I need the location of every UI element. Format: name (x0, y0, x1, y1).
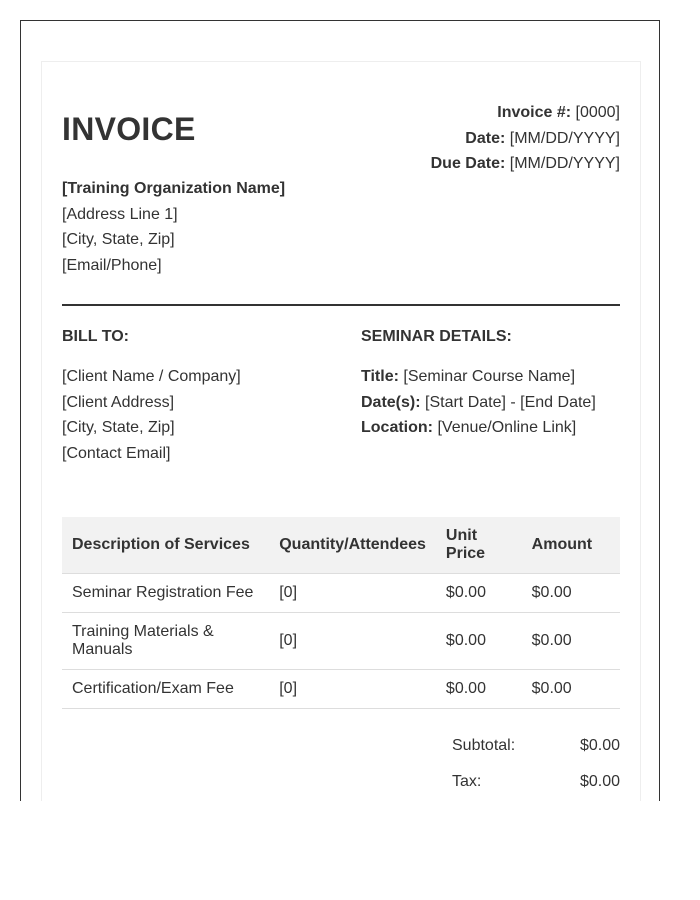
bill-to-label: BILL TO: (62, 328, 129, 345)
seminar-dates-value: [Start Date] - [End Date] (425, 393, 596, 411)
invoice-date-value: [MM/DD/YYYY] (509, 129, 620, 147)
column-header-unit-price: Unit Price (436, 517, 522, 574)
column-header-description: Description of Services (62, 517, 269, 574)
subtotal-value: $0.00 (579, 737, 620, 754)
row-amount: $0.00 (522, 613, 620, 670)
invoice-date-label: Date: (465, 129, 506, 147)
seminar-details-lines (361, 364, 621, 441)
table-row (62, 613, 620, 670)
table-header-row (62, 517, 620, 574)
page-frame (20, 20, 660, 801)
seminar-location-line (361, 415, 621, 441)
organization-address: [Address Line 1] (62, 205, 178, 223)
invoice-meta (431, 100, 620, 177)
organization-name: [Training Organization Name] (62, 180, 286, 197)
row-amount: $0.00 (522, 574, 620, 613)
invoice-sheet (41, 61, 641, 801)
invoice-number-label: Invoice #: (497, 104, 572, 121)
row-unit-price: $0.00 (436, 670, 522, 709)
services-table (62, 517, 620, 709)
client-city: [City, State, Zip] (62, 419, 175, 436)
tax-value: $0.00 (579, 773, 620, 790)
row-quantity: [0] (269, 613, 436, 670)
row-description: Certification/Exam Fee (62, 670, 269, 709)
seminar-title-label: Title: (361, 368, 399, 385)
invoice-due-date-label: Due Date: (430, 155, 506, 172)
table-row (62, 574, 620, 613)
seminar-location-label: Location: (361, 419, 433, 436)
invoice-due-date-value: [MM/DD/YYYY] (509, 155, 620, 172)
header-divider (62, 304, 620, 306)
row-description: Training Materials & Manuals (62, 613, 269, 670)
seminar-dates-line (361, 390, 621, 416)
row-quantity: [0] (269, 670, 436, 709)
row-unit-price: $0.00 (436, 574, 522, 613)
client-email: [Contact Email] (62, 444, 171, 462)
row-quantity: [0] (269, 574, 436, 613)
seminar-dates-label: Date(s): (361, 393, 421, 411)
tax-row (452, 770, 620, 801)
client-address: [Client Address] (62, 393, 175, 411)
column-header-amount: Amount (522, 517, 620, 574)
invoice-due-date-line (431, 151, 620, 177)
subtotal-row (452, 734, 620, 770)
client-name: [Client Name / Company] (62, 368, 241, 385)
row-description: Seminar Registration Fee (62, 574, 269, 613)
bill-to-lines (62, 364, 342, 466)
bill-to-block (62, 328, 342, 466)
totals-block (452, 734, 620, 801)
seminar-location-value: [Venue/Online Link] (437, 419, 577, 436)
invoice-title: INVOICE (62, 111, 196, 147)
seminar-details-label: SEMINAR DETAILS: (361, 328, 512, 345)
row-amount: $0.00 (522, 670, 620, 709)
invoice-number-line (431, 100, 620, 126)
organization-city: [City, State, Zip] (62, 231, 175, 248)
seminar-title-value: [Seminar Course Name] (403, 368, 576, 385)
organization-contact: [Email/Phone] (62, 256, 162, 274)
row-unit-price: $0.00 (436, 613, 522, 670)
subtotal-label: Subtotal: (452, 737, 516, 754)
table-row (62, 670, 620, 709)
seminar-details-block (361, 328, 621, 441)
invoice-number-value: [0000] (575, 104, 620, 121)
column-header-quantity: Quantity/Attendees (269, 517, 436, 574)
tax-label: Tax: (452, 773, 482, 790)
invoice-date-line (431, 126, 620, 152)
organization-block (62, 176, 285, 278)
seminar-title-line (361, 364, 621, 390)
